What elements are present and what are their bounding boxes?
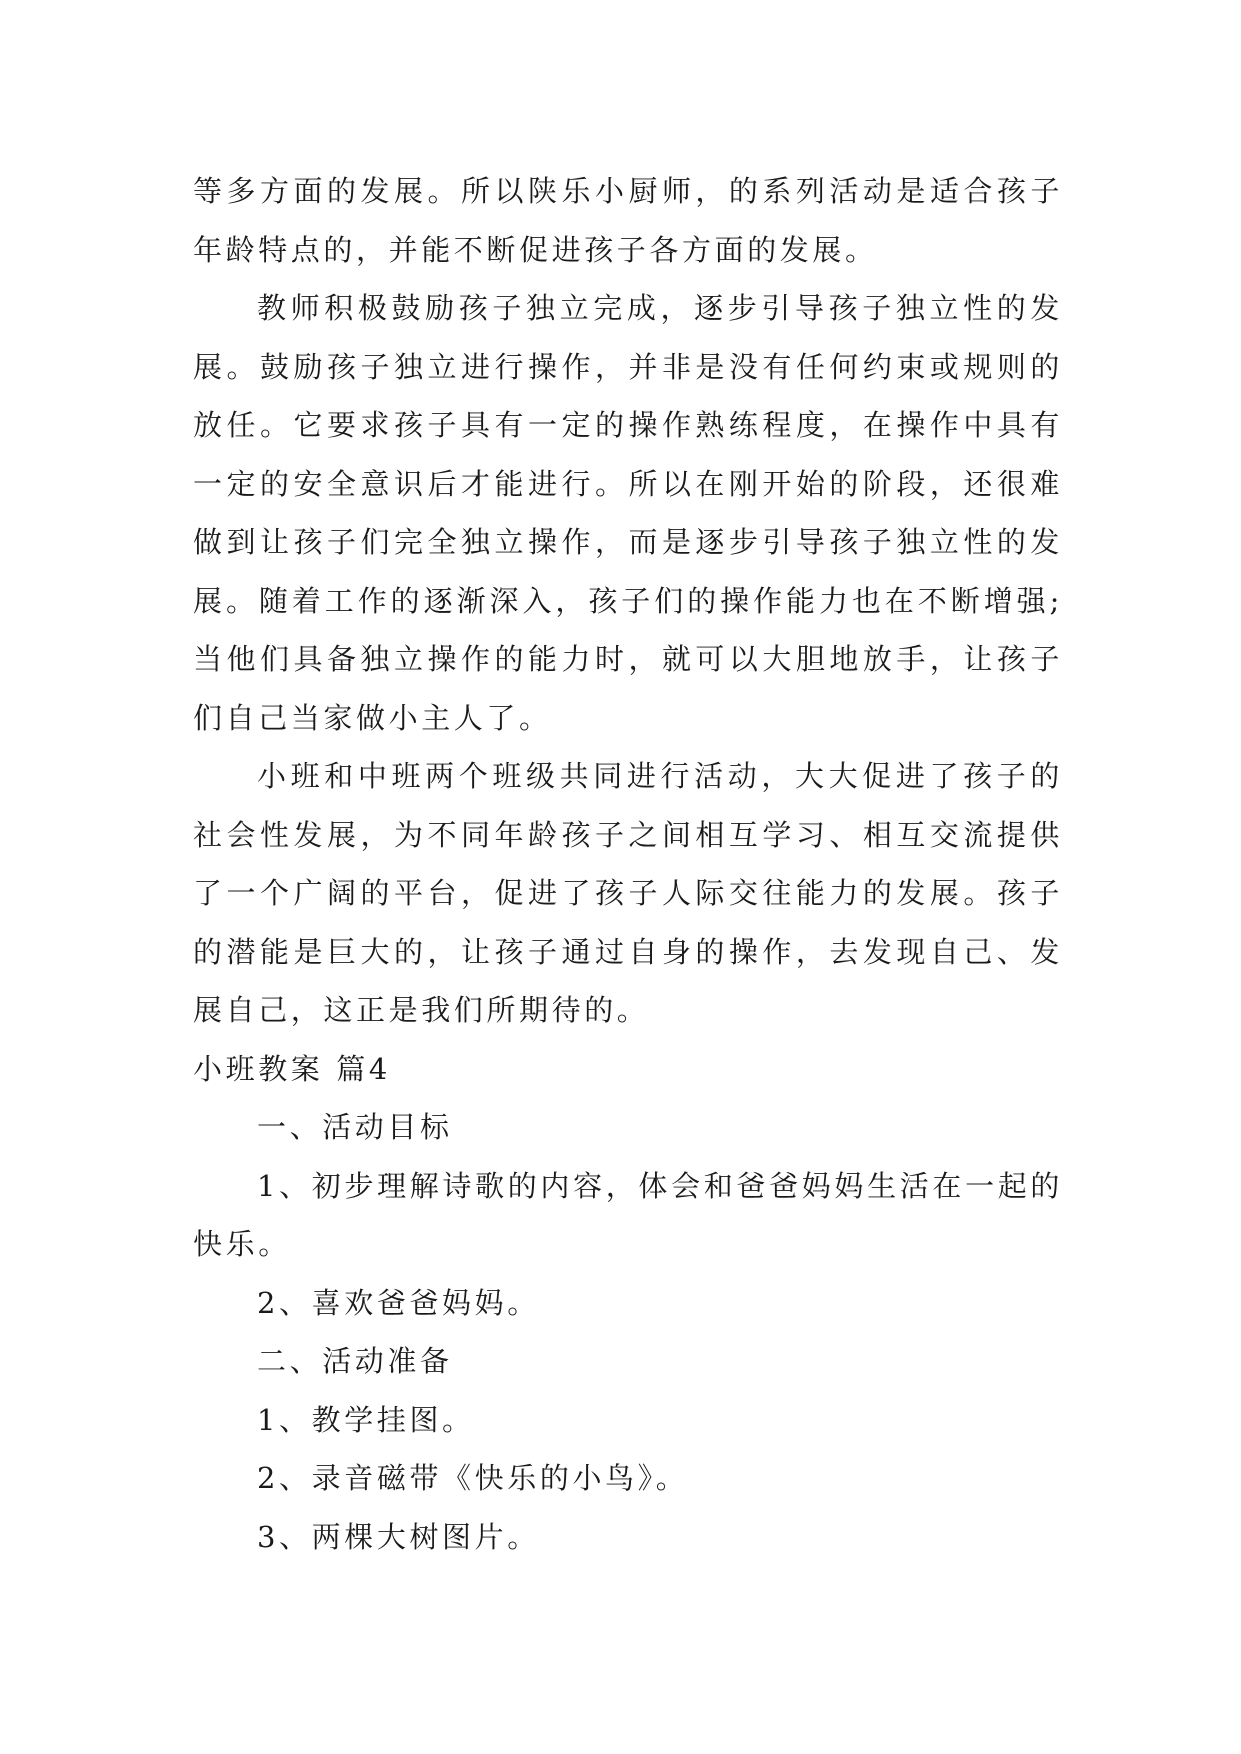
section-heading-goals: 一、活动目标 <box>257 1110 453 1144</box>
document-body <box>193 162 1063 1566</box>
paragraph-2: 教师积极鼓励孩子独立完成，逐步引导孩子独立性的发展。鼓励孩子独立进行操作，并非是没有任何约束或规则的放任。它要求孩子具有一定的操作熟练程度，在操作中具有一定的安全意识后才能进行。所以在刚开始的阶段，还很难做到让孩子们完全独立操作，而是逐步引导孩子独立性的发展。随着工作的逐渐深入，孩子们的操作能力也在不断增强;当他们具备独立操作的能力时，就可以大胆地放手，让孩子们自己当家做小主人了。 <box>193 291 1063 735</box>
section-title: 小班教案 篇4 <box>193 1051 391 1086</box>
goal-item-2: 2、喜欢爸爸妈妈。 <box>257 1285 540 1320</box>
goal-item-1: 1、初步理解诗歌的内容，体会和爸爸妈妈生活在一起的快乐。 <box>193 1168 1063 1261</box>
paragraph-1: 等多方面的发展。所以陕乐小厨师，的系列活动是适合孩子年龄特点的，并能不断促进孩子各方面的发展。 <box>193 174 1063 267</box>
preparation-item-2: 2、录音磁带《快乐的小鸟》。 <box>257 1461 689 1495</box>
preparation-item-3: 3、两棵大树图片。 <box>257 1519 540 1554</box>
preparation-item-1: 1、教学挂图。 <box>257 1402 475 1437</box>
paragraph-3: 小班和中班两个班级共同进行活动，大大促进了孩子的社会性发展，为不同年龄孩子之间相互学习、相互交流提供了一个广阔的平台，促进了孩子人际交往能力的发展。孩子的潜能是巨大的，让孩子通过自身的操作，去发现自己、发展自己，这正是我们所期待的。 <box>193 759 1063 1027</box>
section-heading-preparation: 二、活动准备 <box>257 1344 453 1378</box>
